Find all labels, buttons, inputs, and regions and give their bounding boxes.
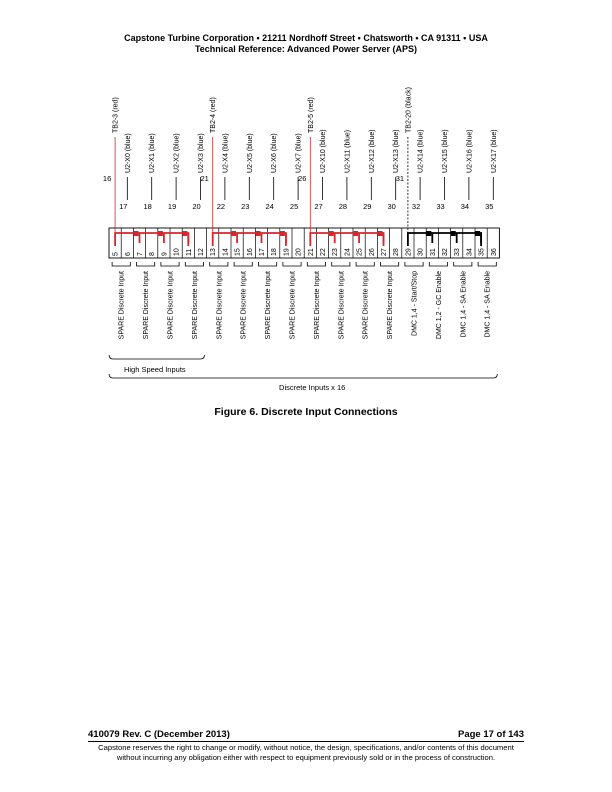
terminal-number: 26 [368, 248, 376, 256]
input-label: SPARE Discrete Input [143, 271, 151, 340]
input-bracket [283, 262, 301, 266]
red-jumper-bus [213, 233, 286, 246]
wire-number: 28 [338, 202, 348, 211]
discrete-inputs-brace [109, 374, 497, 378]
black-jumper-node [451, 231, 456, 236]
terminal-number: 5 [112, 252, 120, 256]
terminal-number: 10 [173, 248, 181, 256]
wire-number: 34 [460, 202, 470, 211]
wire-label: U2-X0 (blue) [124, 133, 132, 173]
wire-label: TB2-3 (red) [112, 97, 120, 133]
wire-label: U2-X14 (blue) [417, 129, 425, 173]
wire-label: TB2-5 (red) [307, 97, 315, 133]
input-label: SPARE Discrete Input [240, 271, 248, 340]
red-jumper-node [158, 231, 163, 236]
wire-number: 23 [241, 202, 250, 211]
wire-label: U2-X4 (blue) [222, 133, 230, 173]
terminal-number: 34 [466, 248, 474, 256]
black-jumper-node [426, 231, 431, 236]
terminal-number: 15 [234, 248, 242, 256]
terminal-number: 17 [259, 248, 266, 256]
terminal-number: 18 [271, 248, 279, 256]
wire-label: U2-X11 (blue) [344, 129, 352, 173]
input-bracket [454, 262, 472, 266]
terminal-number: 11 [185, 248, 193, 256]
wire-number: 25 [289, 202, 299, 211]
red-jumper-node [256, 231, 261, 236]
input-bracket [332, 262, 350, 266]
wire-number: 21 [200, 174, 209, 183]
wire-label: U2-X17 (blue) [490, 129, 498, 173]
high-speed-label: High Speed Inputs [123, 365, 186, 374]
disclaimer-line-1: Capstone reserves the right to change or modify, without notice, the design, specifications, and/or contents of this document [98, 743, 514, 752]
terminal-number: 20 [295, 248, 303, 256]
input-label: SPARE Discrete Input [313, 271, 321, 340]
red-jumper-bus [115, 233, 188, 246]
input-label: DMC 1,4 - SA Enable [460, 271, 468, 338]
wire-label: U2-X6 (blue) [271, 133, 279, 173]
terminal-number: 21 [307, 248, 315, 256]
input-bracket [405, 262, 423, 266]
page-header-line1: Capstone Turbine Corporation • 21211 Nordhoff Street • Chatsworth • CA 91311 • USA [124, 33, 488, 43]
wire-label: U2-X1 (blue) [149, 133, 157, 173]
red-jumper-node [231, 231, 236, 236]
input-label: SPARE Discrete Input [362, 271, 370, 340]
input-bracket [429, 262, 447, 266]
black-jumper-node [475, 231, 480, 236]
red-jumper-node [134, 231, 139, 236]
wire-number: 31 [395, 174, 405, 183]
terminal-number: 14 [222, 248, 230, 256]
terminal-number: 19 [283, 248, 291, 256]
wire-number: 27 [314, 202, 323, 211]
wire-label: TB2-4 (red) [210, 97, 218, 133]
terminal-number: 23 [332, 248, 340, 256]
terminal-number: 16 [246, 248, 254, 256]
wire-number: 33 [436, 202, 445, 211]
input-label: DMC 1,4 - Start/Stop [411, 271, 419, 336]
terminal-number: 30 [417, 248, 425, 256]
wire-number: 24 [265, 202, 274, 211]
wire-label: U2-X13 (blue) [393, 129, 401, 173]
black-jumper-bus [408, 233, 481, 246]
input-bracket [112, 262, 130, 266]
wire-number: 18 [143, 202, 152, 211]
wire-number: 29 [363, 202, 372, 211]
input-label: SPARE Discrete Input [289, 271, 297, 340]
wire-label: U2-X5 (blue) [246, 133, 254, 173]
terminal-number: 32 [442, 248, 449, 256]
wire-number: 16 [102, 174, 112, 183]
figure-caption: Figure 6. Discrete Input Connections [214, 406, 398, 418]
wire-label: U2-X7 (blue) [295, 133, 303, 173]
input-label: SPARE Discrete Input [216, 271, 224, 340]
red-jumper-bus [310, 233, 383, 246]
wire-label: TB2-20 (black) [405, 87, 413, 133]
footer-disclaimer [70, 743, 542, 763]
disclaimer-line-2: without incurring any obligation either with respect to equipment previously sold or in the process of construction. [116, 753, 496, 762]
terminal-number: 35 [478, 248, 486, 256]
high-speed-brace [109, 355, 204, 359]
input-label: SPARE Discrete Input [167, 271, 175, 340]
red-jumper-node [353, 231, 358, 236]
wire-number: 32 [411, 202, 421, 211]
wire-label: U2-X15 (blue) [442, 129, 449, 173]
terminal-number: 25 [356, 248, 364, 256]
wire-label: U2-X10 (blue) [320, 129, 327, 173]
footer-doc-id: 410079 Rev. C (December 2013) [88, 729, 230, 740]
footer-divider [88, 741, 524, 742]
input-bracket [381, 262, 399, 266]
wire-number: 30 [387, 202, 396, 211]
input-bracket [234, 262, 252, 266]
wire-number: 26 [298, 174, 307, 183]
input-label: DMC 1,4 - SA Enable [484, 271, 492, 338]
wire-label: U2-X3 (blue) [198, 133, 205, 173]
red-jumper-node [329, 231, 334, 236]
input-bracket [210, 262, 228, 266]
red-jumper-node [378, 231, 383, 236]
input-label: DMC 1,2 - GC Enable [435, 271, 443, 340]
red-jumper-node [280, 231, 285, 236]
terminal-number: 22 [320, 248, 327, 256]
input-bracket [161, 262, 179, 266]
red-jumper-node [182, 231, 187, 236]
wire-number: 35 [485, 202, 494, 211]
terminal-number: 24 [344, 248, 352, 256]
terminal-number: 29 [405, 248, 413, 256]
input-bracket [307, 262, 325, 266]
wire-label: U2-X12 (blue) [368, 129, 376, 173]
input-bracket [185, 262, 203, 266]
wire-number: 20 [192, 202, 201, 211]
input-bracket [356, 262, 374, 266]
input-bracket [478, 262, 496, 266]
terminal-number: 33 [454, 248, 462, 256]
terminal-number: 7 [137, 252, 144, 256]
wire-number: 17 [119, 202, 128, 211]
page-header-line2: Technical Reference: Advanced Power Server (APS) [194, 44, 418, 54]
wire-number: 19 [167, 202, 177, 211]
terminal-number: 6 [124, 252, 132, 256]
discrete-inputs-label: Discrete Inputs x 16 [279, 383, 346, 392]
input-bracket [137, 262, 155, 266]
terminal-number: 27 [381, 248, 388, 256]
terminal-number: 36 [490, 248, 498, 256]
terminal-number: 9 [161, 252, 169, 256]
input-label: SPARE Discrete Input [118, 271, 126, 340]
wire-number: 22 [216, 202, 226, 211]
input-label: SPARE Discrete Input [387, 271, 395, 340]
wire-label: U2-X2 (blue) [173, 133, 181, 173]
terminal-number: 8 [149, 252, 157, 256]
terminal-number: 28 [393, 248, 401, 256]
footer-page-number: Page 17 of 143 [457, 729, 524, 740]
input-label: SPARE Discrete Input [338, 271, 346, 340]
input-label: SPARE Discrete Input [265, 271, 273, 340]
terminal-number: 31 [429, 248, 437, 256]
terminal-number: 13 [210, 248, 218, 256]
wire-label: U2-X16 (blue) [466, 129, 474, 173]
input-label: SPARE Discrete Input [191, 271, 199, 340]
input-bracket [259, 262, 277, 266]
terminal-number: 12 [198, 248, 205, 256]
